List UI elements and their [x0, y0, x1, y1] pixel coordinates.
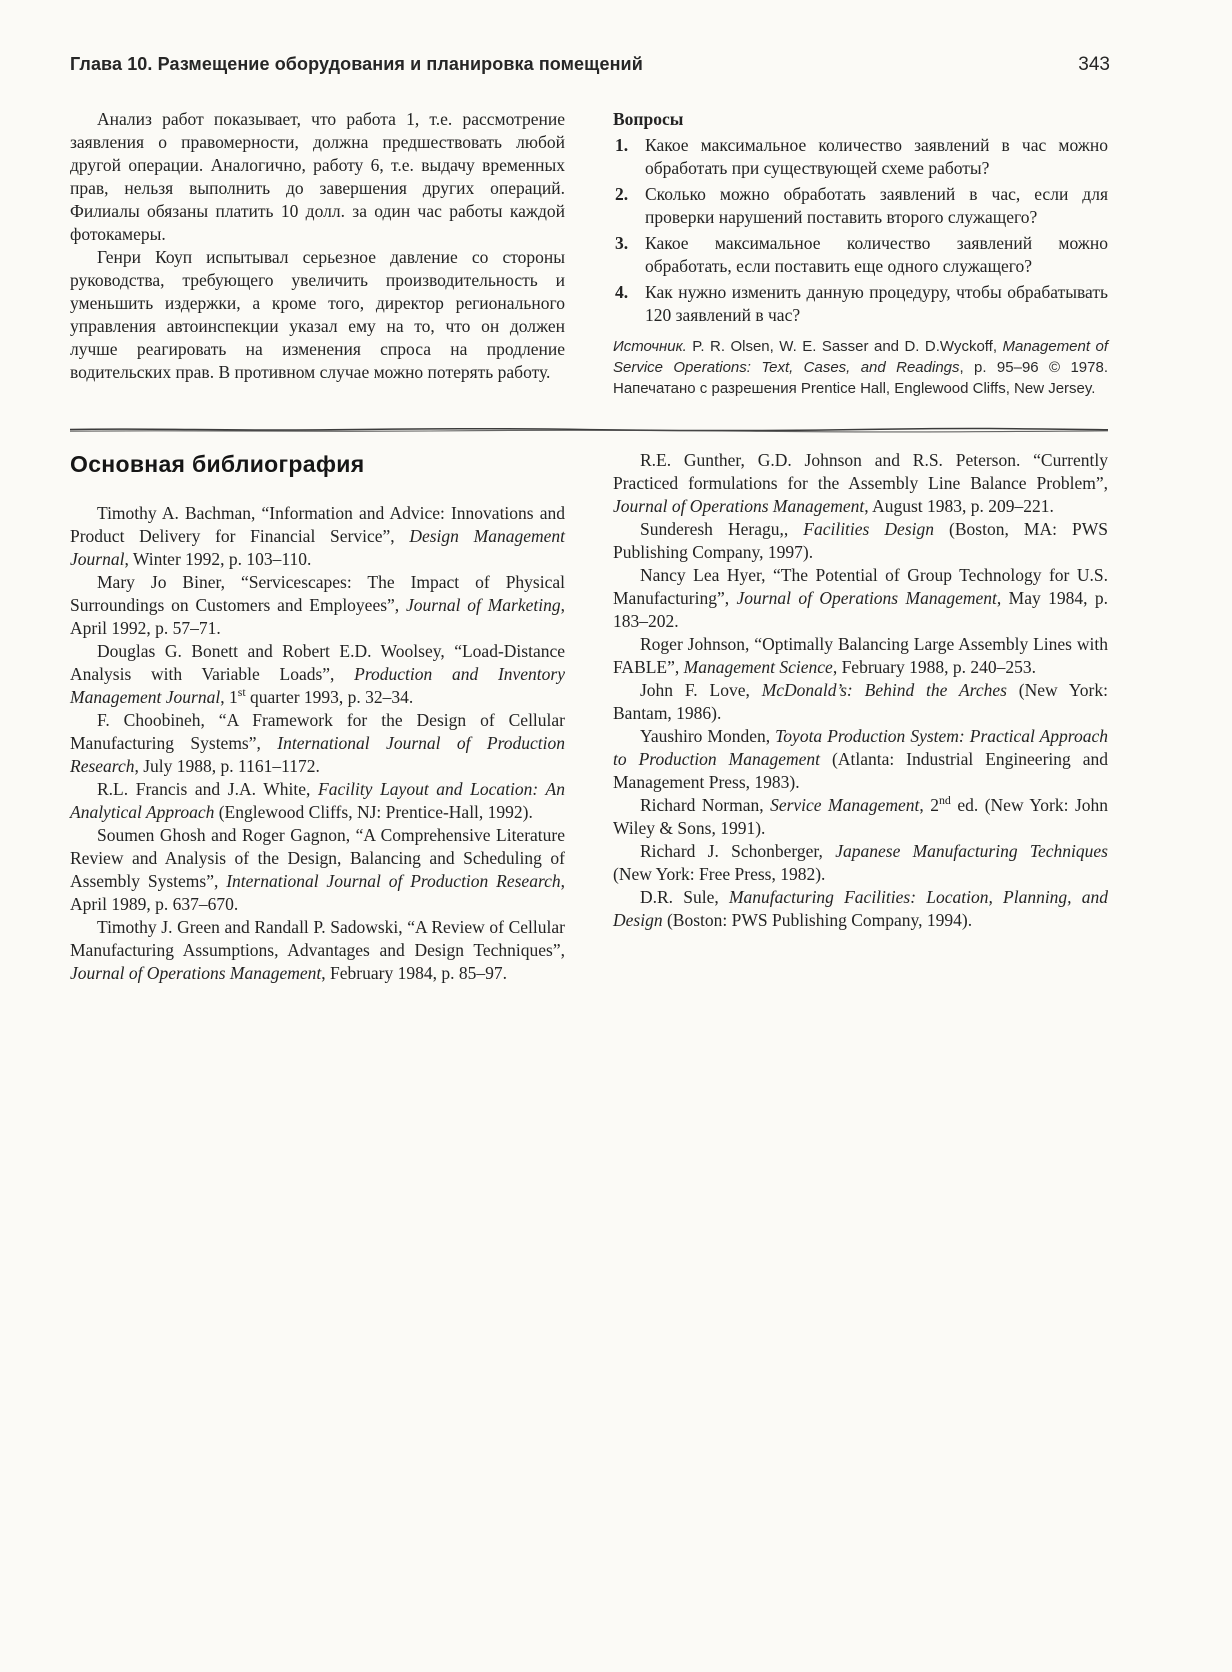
question-item	[613, 183, 1108, 229]
bibliography-entry: Mary Jo Biner, “Servicescapes: The Impact of Physical Surroundings on Customers and Employees”, Journal of Marketing, April 1992, p. 57–71.	[70, 572, 566, 638]
bibliography-right-entries	[613, 449, 1108, 932]
bibliography-entry: John F. Love, McDonald’s: Behind the Arches (New York: Bantam, 1986).	[613, 680, 1108, 723]
section-divider	[70, 427, 1108, 433]
bibliography-entry: Yaushiro Monden, Toyota Production System: Practical Approach to Production Management (Atlanta: Industrial Engineering and Management Press, 1983).	[613, 726, 1108, 792]
intro-column	[70, 108, 565, 399]
bibliography-section	[70, 449, 1108, 985]
divider-line	[70, 427, 1108, 433]
question-number: 4.	[615, 282, 629, 302]
question-item	[613, 232, 1108, 278]
bibliography-entry: Nancy Lea Hyer, “The Potential of Group Technology for U.S. Manufacturing”, Journal of Operations Management, May 1984, p. 183–202.	[613, 565, 1108, 631]
bibliography-entry: Richard J. Schonberger, Japanese Manufacturing Techniques (New York: Free Press, 1982).	[613, 841, 1108, 884]
question-text: Сколько можно обработать заявлений в час, если для проверки нарушений поставить второго служащего?	[645, 184, 1108, 227]
bibliography-entry: F. Choobineh, “A Framework for the Design of Cellular Manufacturing Systems”, International Journal of Production Research, July 1988, p. 1161–1172.	[70, 710, 566, 776]
bibliography-left-column	[70, 449, 565, 985]
bibliography-entry: Timothy J. Green and Randall P. Sadowski, “A Review of Cellular Manufacturing Assumptions, Advantages and Design Techniques”, Journal of Operations Management, February 1984, p. 85–97.	[70, 917, 565, 983]
page-header	[0, 0, 1232, 76]
bibliography-right-column	[613, 449, 1108, 985]
bibliography-entry: D.R. Sule, Manufacturing Facilities: Location, Planning, and Design (Boston: PWS Publishing Company, 1994).	[613, 887, 1108, 930]
chapter-title: Глава 10. Размещение оборудования и планировка помещений	[70, 54, 643, 74]
bibliography-entry: Soumen Ghosh and Roger Gagnon, “A Comprehensive Literature Review and Analysis of the Design, Balancing and Scheduling of Assembly Systems”, International Journal of Production Research, April 1989, p. 637–670.	[70, 825, 565, 914]
question-number: 2.	[615, 184, 629, 204]
bibliography-entry: Douglas G. Bonett and Robert E.D. Woolsey, “Load-Distance Analysis with Variable Loads”, Production and Inventory Management Journal, 1st quarter 1993, p. 32–34.	[70, 641, 565, 707]
paragraph: Анализ работ показывает, что работа 1, т.е. рассмотрение заявления о правомерности, должна предшествовать любой другой операции. Аналогично, работу 6, т.е. выдачу временных прав, нельзя выполнить до завершения других операций. Филиалы обязаны платить 10 долл. за один час работы каждой фотокамеры.	[70, 109, 565, 244]
question-item	[613, 281, 1108, 327]
questions-title: Вопросы	[613, 109, 684, 129]
bibliography-entry: Richard Norman, Service Management, 2nd ed. (New York: John Wiley & Sons, 1991).	[613, 793, 1108, 838]
bibliography-left-entries	[70, 502, 565, 985]
bibliography-title: Основная библиография	[70, 451, 365, 477]
bibliography-entry: Sunderesh Heragu,, Facilities Design (Boston, MA: PWS Publishing Company, 1997).	[613, 519, 1108, 562]
bibliography-entry: Roger Johnson, “Optimally Balancing Large Assembly Lines with FABLE”, Management Science, February 1988, p. 240–253.	[613, 634, 1108, 677]
page-number: 343	[1078, 54, 1110, 75]
bibliography-entry: R.L. Francis and J.A. White, Facility Layout and Location: An Analytical Approach (Englewood Cliffs, NJ: Prentice-Hall, 1992).	[70, 779, 565, 822]
source-note: Источник. P. R. Olsen, W. E. Sasser and D. D.Wyckoff, Management of Service Operations: Text, Cases, and Readings, p. 95–96 © 1978. Напечатано с разрешения Prentice Hall, Englewood Cliffs, New Jersey.	[613, 338, 1109, 397]
questions-list	[613, 134, 1108, 327]
question-text: Какое максимальное количество заявлений можно обработать, если поставить еще одного служащего?	[645, 233, 1108, 276]
top-section	[70, 108, 1108, 399]
question-text: Какое максимальное количество заявлений в час можно обработать при существующей схеме работы?	[645, 135, 1108, 178]
question-item	[613, 134, 1108, 180]
bibliography-entry: Timothy A. Bachman, “Information and Advice: Innovations and Product Delivery for Financial Service”, Design Management Journal, Winter 1992, p. 103–110.	[70, 503, 565, 569]
question-text: Как нужно изменить данную процедуру, чтобы обрабатывать 120 заявлений в час?	[645, 282, 1108, 325]
question-number: 3.	[615, 233, 629, 253]
question-number: 1.	[615, 135, 629, 155]
bibliography-entry: R.E. Gunther, G.D. Johnson and R.S. Peterson. “Currently Practiced formulations for the Assembly Line Balance Problem”, Journal of Operations Management, August 1983, p. 209–221.	[613, 450, 1108, 516]
questions-column	[613, 108, 1108, 399]
paragraph: Генри Коуп испытывал серьезное давление со стороны руководства, требующего увеличить производительность и уменьшить издержки, а кроме того, директор регионального управления автоинспекции указал ему на то, что он должен лучше реагировать на изменения спроса на продление водительских прав. В противном случае можно потерять работу.	[70, 247, 565, 382]
page-content	[0, 108, 1232, 985]
